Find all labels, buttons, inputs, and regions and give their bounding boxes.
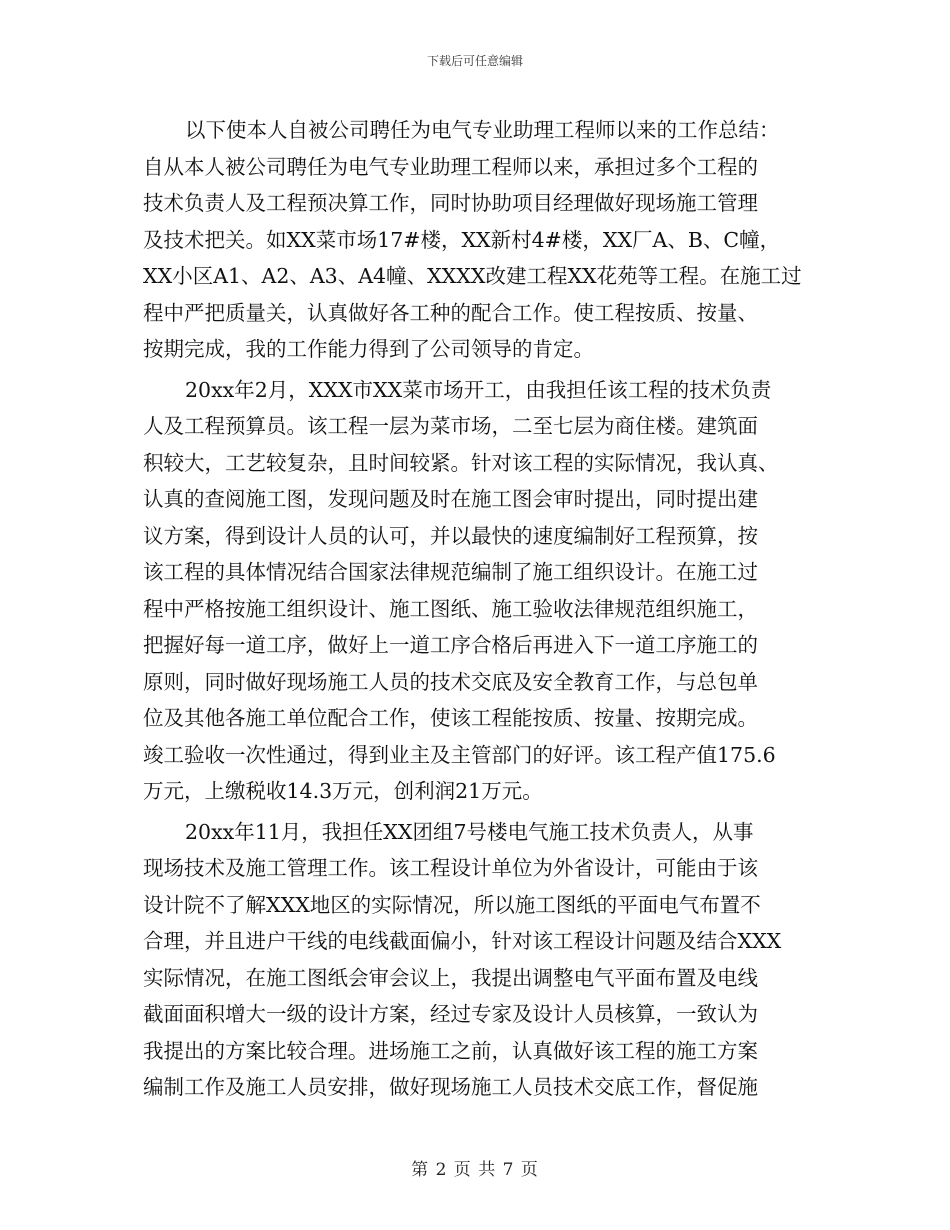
text-line: 编制工作及施工人员安排，做好现场施工人员技术交底工作，督促施 — [143, 1075, 758, 1099]
text-line: 实际情况，在施工图纸会审会议上，我提出调整电气平面布置及电线 — [143, 965, 758, 990]
text-line: 位及其他各施工单位配合工作，使该工程能按质、按量、按期完成。 — [143, 706, 758, 730]
text-line: 技术负责人及工程预决算工作，同时协助项目经理做好现场施工管理 — [143, 191, 758, 215]
text-line: 万元，上缴税收14.3万元，创利润21万元。 — [143, 779, 543, 803]
text-line: 20xx年2月，XXX市XX菜市场开工，由我担任该工程的技术负责 — [185, 377, 772, 402]
document-body — [143, 112, 807, 1106]
text-line: 把握好每一道工序，做好上一道工序合格后再进入下一道工序施工的 — [143, 633, 758, 657]
text-line: 合理，并且进户干线的电线截面偏小，针对该工程设计问题及结合XXX — [143, 929, 782, 953]
text-line: 按期完成，我的工作能力得到了公司领导的肯定。 — [143, 337, 594, 361]
text-line: 原则，同时做好现场施工人员的技术交底及安全教育工作，与总包单 — [143, 669, 758, 694]
text-line: 该工程的具体情况结合国家法律规范编制了施工组织设计。在施工过 — [143, 560, 758, 584]
text-line: 程中严把质量关，认真做好各工种的配合工作。使工程按质、按量、 — [143, 300, 758, 325]
page-header: 下载后可任意编辑 — [426, 54, 523, 68]
text-line: 竣工验收一次性通过，得到业主及主管部门的好评。该工程产值175.6 — [143, 742, 776, 767]
text-line: 以下使本人自被公司聘任为电气专业助理工程师以来的工作总结： — [185, 118, 780, 142]
text-line: 积较大，工艺较复杂，且时间较紧。针对该工程的实际情况，我认真、 — [143, 450, 779, 475]
text-line: 认真的查阅施工图，发现问题及时在施工图会审时提出，同时提出建 — [143, 487, 758, 511]
text-line: 及技术把关。如XX菜市场17#楼，XX新村4#楼，XX厂A、B、C幢， — [143, 227, 781, 252]
text-line: 我提出的方案比较合理。进场施工之前，认真做好该工程的施工方案 — [143, 1038, 758, 1063]
page-number-footer: 第 2 页 共 7 页 — [411, 1160, 539, 1180]
text-line: 自从本人被公司聘任为电气专业助理工程师以来，承担过多个工程的 — [143, 154, 758, 179]
text-line: 现场技术及施工管理工作。该工程设计单位为外省设计，可能由于该 — [143, 856, 758, 880]
text-line: 程中严格按施工组织设计、施工图纸、施工验收法律规范组织施工， — [143, 596, 758, 621]
text-line: XX小区A1、A2、A3、A4幢、XXXX改建工程XX花苑等工程。在施工过 — [143, 264, 802, 288]
text-line: 截面面积增大一级的设计方案，经过专家及设计人员核算，一致认为 — [143, 1002, 758, 1026]
text-line: 设计院不了解XXX地区的实际情况，所以施工图纸的平面电气布置不 — [143, 892, 761, 917]
text-line: 20xx年11月，我担任XX团组7号楼电气施工技术负责人，从事 — [185, 819, 754, 844]
text-line: 人及工程预算员。该工程一层为菜市场，二至七层为商住楼。建筑面 — [143, 414, 758, 438]
text-line: 议方案，得到设计人员的认可，并以最快的速度编制好工程预算，按 — [143, 523, 758, 548]
